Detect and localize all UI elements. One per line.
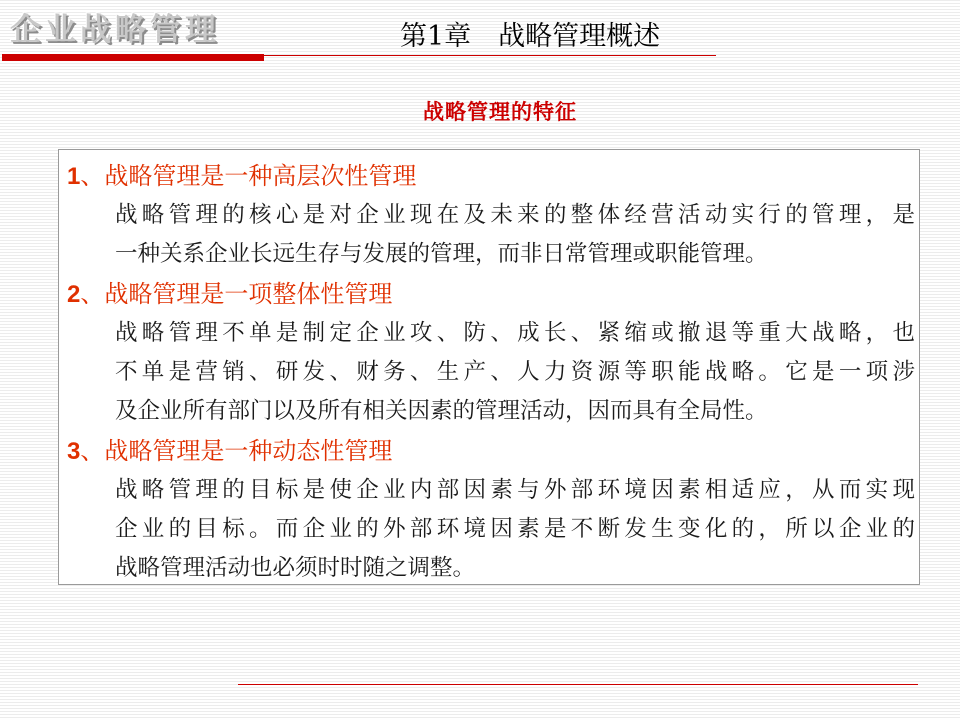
- feature-section-2: [67, 274, 917, 431]
- footer-divider-line: [238, 684, 918, 685]
- feature-heading-text: 战略管理是一种高层次性管理: [104, 162, 417, 190]
- feature-description: [115, 471, 915, 588]
- feature-heading: [67, 156, 917, 196]
- feature-section-1: [67, 156, 917, 274]
- feature-description: [115, 314, 915, 431]
- chapter-title: 第1章 战略管理概述: [400, 21, 661, 52]
- feature-heading-text: 战略管理是一种动态性管理: [104, 437, 393, 465]
- course-title: 企业战略管理: [10, 12, 220, 48]
- feature-description: [115, 196, 915, 274]
- content-box: [58, 149, 920, 585]
- feature-list: [67, 156, 917, 588]
- description-line: 企业的目标。而企业的外部环境因素是不断发生变化的，所以企业的: [115, 516, 915, 542]
- feature-heading: [67, 431, 917, 471]
- description-line: 不单是营销、研发、财务、生产、人力资源等职能战略。它是一项涉: [115, 359, 915, 385]
- header-divider-line: [264, 55, 716, 56]
- header-accent-bar: [2, 54, 264, 61]
- description-line: 一种关系企业长远生存与发展的管理，而非日常管理或职能管理。: [115, 241, 768, 267]
- feature-separator: 、: [80, 162, 105, 190]
- feature-separator: 、: [80, 437, 105, 465]
- feature-heading-text: 战略管理是一项整体性管理: [104, 280, 393, 308]
- description-line: 战略管理活动也必须时时随之调整。: [115, 555, 476, 581]
- feature-number: 2: [67, 281, 81, 308]
- feature-separator: 、: [80, 280, 105, 308]
- description-line: 战略管理的核心是对企业现在及未来的整体经营活动实行的管理，是: [115, 202, 915, 228]
- description-line: 战略管理的目标是使企业内部因素与外部环境因素相适应，从而实现: [115, 477, 915, 503]
- slide-title: 战略管理的特征: [423, 100, 577, 124]
- description-line: 战略管理不单是制定企业攻、防、成长、紧缩或撤退等重大战略，也: [115, 320, 915, 346]
- description-line: 及企业所有部门以及所有相关因素的管理活动，因而具有全局性。: [115, 398, 768, 424]
- feature-section-3: [67, 431, 917, 588]
- feature-heading: [67, 274, 917, 314]
- feature-number: 3: [67, 438, 81, 465]
- feature-number: 1: [67, 163, 81, 190]
